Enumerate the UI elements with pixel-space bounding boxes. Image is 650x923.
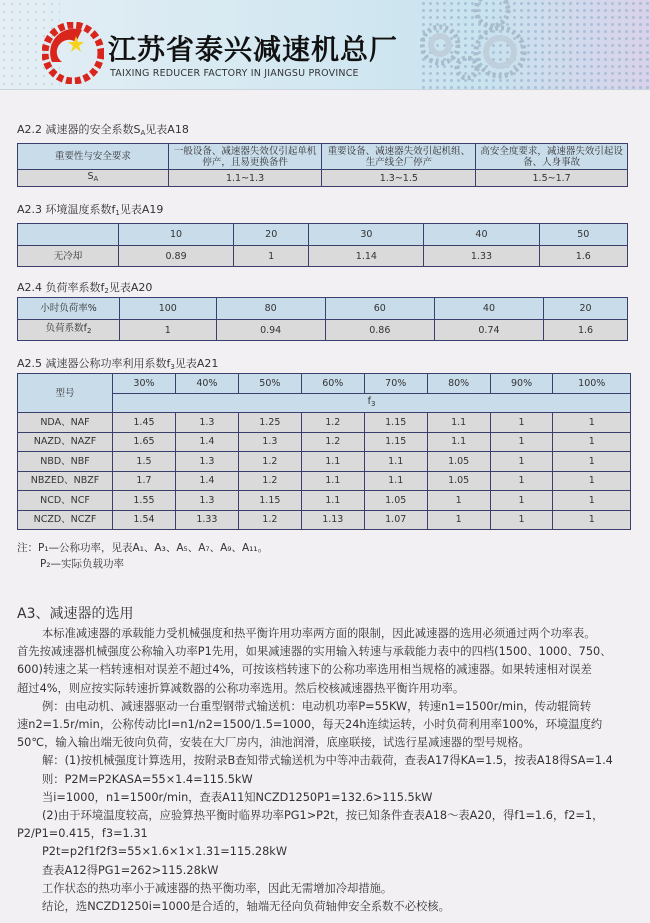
table-header: 50 <box>539 224 628 246</box>
table-cell: 1 <box>553 471 631 491</box>
row-label: $S_A$ <box>18 170 169 187</box>
table-cell: 1.05 <box>427 471 490 491</box>
model-label: NCZD、NCZF <box>18 510 113 530</box>
header-banner <box>0 0 650 90</box>
table-cell: 1 <box>490 413 553 433</box>
gears-icon <box>420 0 580 90</box>
table-cell: 1 <box>490 452 553 472</box>
table-cell: 1.1 <box>301 452 364 472</box>
table-header: 重要设备、减速器失效引起机组、生产线全厂停产 <box>322 144 476 170</box>
table-cell: 1.45 <box>113 413 176 433</box>
percent-header: 30% <box>113 374 176 394</box>
percent-header: 50% <box>238 374 301 394</box>
table-a18 <box>17 143 628 187</box>
table-cell: 1.4 <box>175 432 238 452</box>
table-cell: 1 <box>553 510 631 530</box>
percent-header: 70% <box>364 374 427 394</box>
section-heading-a23: A2.3 环境温度系数$f_1$见表A19 <box>17 203 164 217</box>
table-cell: 1 <box>490 471 553 491</box>
text-line: 则：P2M=P2KASA=55×1.4=115.5kW <box>42 772 253 786</box>
table-cell: 1.13 <box>301 510 364 530</box>
table-row <box>18 452 631 472</box>
table-cell: 1.6 <box>539 246 628 267</box>
table-header: 20 <box>544 298 628 320</box>
model-label: NCD、NCF <box>18 491 113 511</box>
table-cell: 0.86 <box>325 320 434 341</box>
table-cell: 1 <box>427 491 490 511</box>
table-row <box>18 432 631 452</box>
table-header <box>18 224 119 246</box>
table-cell: 1.54 <box>113 510 176 530</box>
type-header: 型号 <box>18 374 113 413</box>
table-cell: 1 <box>427 510 490 530</box>
table-cell: 1.2 <box>301 432 364 452</box>
text-line: (2)由于环境温度较高，应验算热平衡时临界功率PG1>P2t，按已知条件查表A18～表A20，得f1=1.6，f2=1， <box>42 809 604 823</box>
table-header: 10 <box>119 224 234 246</box>
table-cell: 1.2 <box>238 510 301 530</box>
table-cell: 1.3 <box>175 452 238 472</box>
table-cell: 1.05 <box>427 452 490 472</box>
table-header: 高安全度要求，减速器失效引起设备、人身事故 <box>476 144 628 170</box>
table-cell: 1 <box>490 510 553 530</box>
company-subtitle: TAIXING REDUCER FACTORY IN JIANGSU PROVINCE <box>110 68 359 79</box>
text-line: 结论，选NCZD1250i=1000是合适的，轴端无径向负荷轴伸安全系数不必校核。 <box>42 900 450 914</box>
table-cell: 1.4 <box>175 471 238 491</box>
text-line: 解：(1)按机械强度计算选用，按附录B查知带式输送机为中等冲击载荷，查表A17得KA=1.5，按表A18得SA=1.4 <box>42 754 613 768</box>
text-line: 当i=1000，n1=1500r/min，查表A11知NCZD1250P1=132.6>115.5kW <box>42 790 433 804</box>
percent-header: 90% <box>490 374 553 394</box>
note-line-2: P₂—实际负载功率 <box>40 558 125 570</box>
table-cell: 1.05 <box>364 491 427 511</box>
table-cell: 1.2 <box>238 471 301 491</box>
table-header: 40 <box>424 224 539 246</box>
table-header: 30 <box>309 224 424 246</box>
table-cell: 1.15 <box>364 413 427 433</box>
table-cell: 1.3 <box>238 432 301 452</box>
section-heading-a22: A2.2 减速器的安全系数$S_A$见表A18 <box>17 123 189 137</box>
table-cell: 1.15 <box>238 491 301 511</box>
model-label: NBZED、NBZF <box>18 471 113 491</box>
table-cell: 1.5~1.7 <box>476 170 628 187</box>
table-cell: 1 <box>234 246 309 267</box>
section-heading-a25: A2.5 减速器公称功率利用系数$f_3$见表A21 <box>17 357 219 371</box>
table-cell: 1.33 <box>175 510 238 530</box>
text-line: 50℃，输入输出端无彼向负荷，安装在大厂房内，油池润滑，底座联接，试选行星减速器的型号规格。 <box>17 736 530 750</box>
table-header: 一般设备、减速器失效仅引起单机停产，且易更换备件 <box>168 144 322 170</box>
text-line: 工作状态的热功率小于减速器的热平衡功率，因此无需增加冷却措施。 <box>42 881 393 895</box>
table-a20 <box>17 297 628 341</box>
table-cell: 1.25 <box>238 413 301 433</box>
table-cell: 1.5 <box>113 452 176 472</box>
model-label: NAZD、NAZF <box>18 432 113 452</box>
table-a21 <box>17 373 631 530</box>
row-label: 无冷却 <box>18 246 119 267</box>
text-line: 本标准减速器的承载能力受机械强度和热平衡许用功率两方面的限制，因此减速器的选用必须通过两个功率表。 <box>42 627 596 640</box>
percent-header: 100% <box>553 374 631 394</box>
text-line: 首先按减速器机械强度公称输入功率P1先用，如果减速器的实用输入转速与承载能力表中的四档(1500、1000、750、 <box>17 645 612 659</box>
table-cell: 1.1 <box>301 491 364 511</box>
text-line: 超过4%，则应按实际转速折算减数器的公称功率选用。然后校核减速器热平衡许用功率。 <box>17 681 465 695</box>
text-line: P2t=p2f1f2f3=55×1.6×1×1.31=115.28kW <box>42 845 287 859</box>
table-a19 <box>17 223 628 267</box>
table-header: 100 <box>120 298 217 320</box>
row-label: 负荷系数$f_2$ <box>18 320 120 341</box>
table-cell: 1.1~1.3 <box>168 170 322 187</box>
table-cell: 1.6 <box>544 320 628 341</box>
table-cell: 1.1 <box>364 471 427 491</box>
table-cell: 1.15 <box>364 432 427 452</box>
text-line: 速n2=1.5r/min，公称传动比I=n1/n2=1500/1.5=1000，每天24h连续运转，小时负荷利用率100%，环境温度约 <box>17 718 603 732</box>
table-cell: 0.94 <box>216 320 325 341</box>
table-cell: 1.1 <box>364 452 427 472</box>
table-cell: 1.3 <box>175 491 238 511</box>
table-cell: 1.3~1.5 <box>322 170 476 187</box>
table-header: 重要性与安全要求 <box>18 144 169 170</box>
table-cell: 1 <box>553 413 631 433</box>
company-title: 江苏省泰兴减速机总厂 <box>108 33 399 66</box>
f3-header: $f_3$ <box>113 394 631 413</box>
table-cell: 1 <box>553 432 631 452</box>
section-heading-a24: A2.4 负荷率系数$f_2$见表A20 <box>17 281 153 295</box>
text-line: P2/P1=0.415，f3=1.31 <box>17 827 148 841</box>
table-row <box>18 510 631 530</box>
table-cell: 1.07 <box>364 510 427 530</box>
model-label: NBD、NBF <box>18 452 113 472</box>
table-cell: 1.1 <box>427 432 490 452</box>
table-cell: 1.1 <box>301 471 364 491</box>
model-label: NDA、NAF <box>18 413 113 433</box>
text-line: 查表A12得PG1=262>115.28kW <box>42 863 219 877</box>
percent-header: 40% <box>175 374 238 394</box>
table-cell: 1.2 <box>301 413 364 433</box>
table-cell: 1 <box>490 491 553 511</box>
table-cell: 1.33 <box>424 246 539 267</box>
table-cell: 1 <box>490 432 553 452</box>
table-cell: 1.14 <box>309 246 424 267</box>
table-cell: 0.89 <box>119 246 234 267</box>
table-cell: 1.7 <box>113 471 176 491</box>
table-cell: 1.1 <box>427 413 490 433</box>
table-header: 60 <box>325 298 434 320</box>
table-row <box>18 413 631 433</box>
text-line: 600)转速之某一档转速相对误差不超过4%，可按该档转速下的公称功率选用相当规格的减速器。如果转速相对误差 <box>17 663 592 677</box>
table-cell: 1 <box>553 452 631 472</box>
row-label: 小时负荷率% <box>18 298 120 320</box>
table-cell: 1 <box>553 491 631 511</box>
text-line: 例：由电动机、减速器驱动一台重型钢带式输送机：电动机功率P=55KW，转速n1=1500r/min，传动辊筒转 <box>42 699 592 713</box>
table-header: 40 <box>434 298 543 320</box>
table-cell: 1.65 <box>113 432 176 452</box>
table-row <box>18 471 631 491</box>
percent-header: 80% <box>427 374 490 394</box>
selection-text <box>17 625 637 916</box>
table-header: 80 <box>216 298 325 320</box>
section-heading-a3: A3、减速器的选用 <box>17 606 134 622</box>
table-row <box>18 491 631 511</box>
table-cell: 1 <box>120 320 217 341</box>
percent-header: 60% <box>301 374 364 394</box>
table-cell: 1.2 <box>238 452 301 472</box>
table-cell: 1.3 <box>175 413 238 433</box>
table-header: 20 <box>234 224 309 246</box>
table-cell: 0.74 <box>434 320 543 341</box>
table-cell: 1.55 <box>113 491 176 511</box>
note-line-1: 注：P₁—公称功率，见表A₁、A₃、A₅、A₇、A₉、A₁₁。 <box>17 542 269 554</box>
factory-logo <box>42 22 104 84</box>
